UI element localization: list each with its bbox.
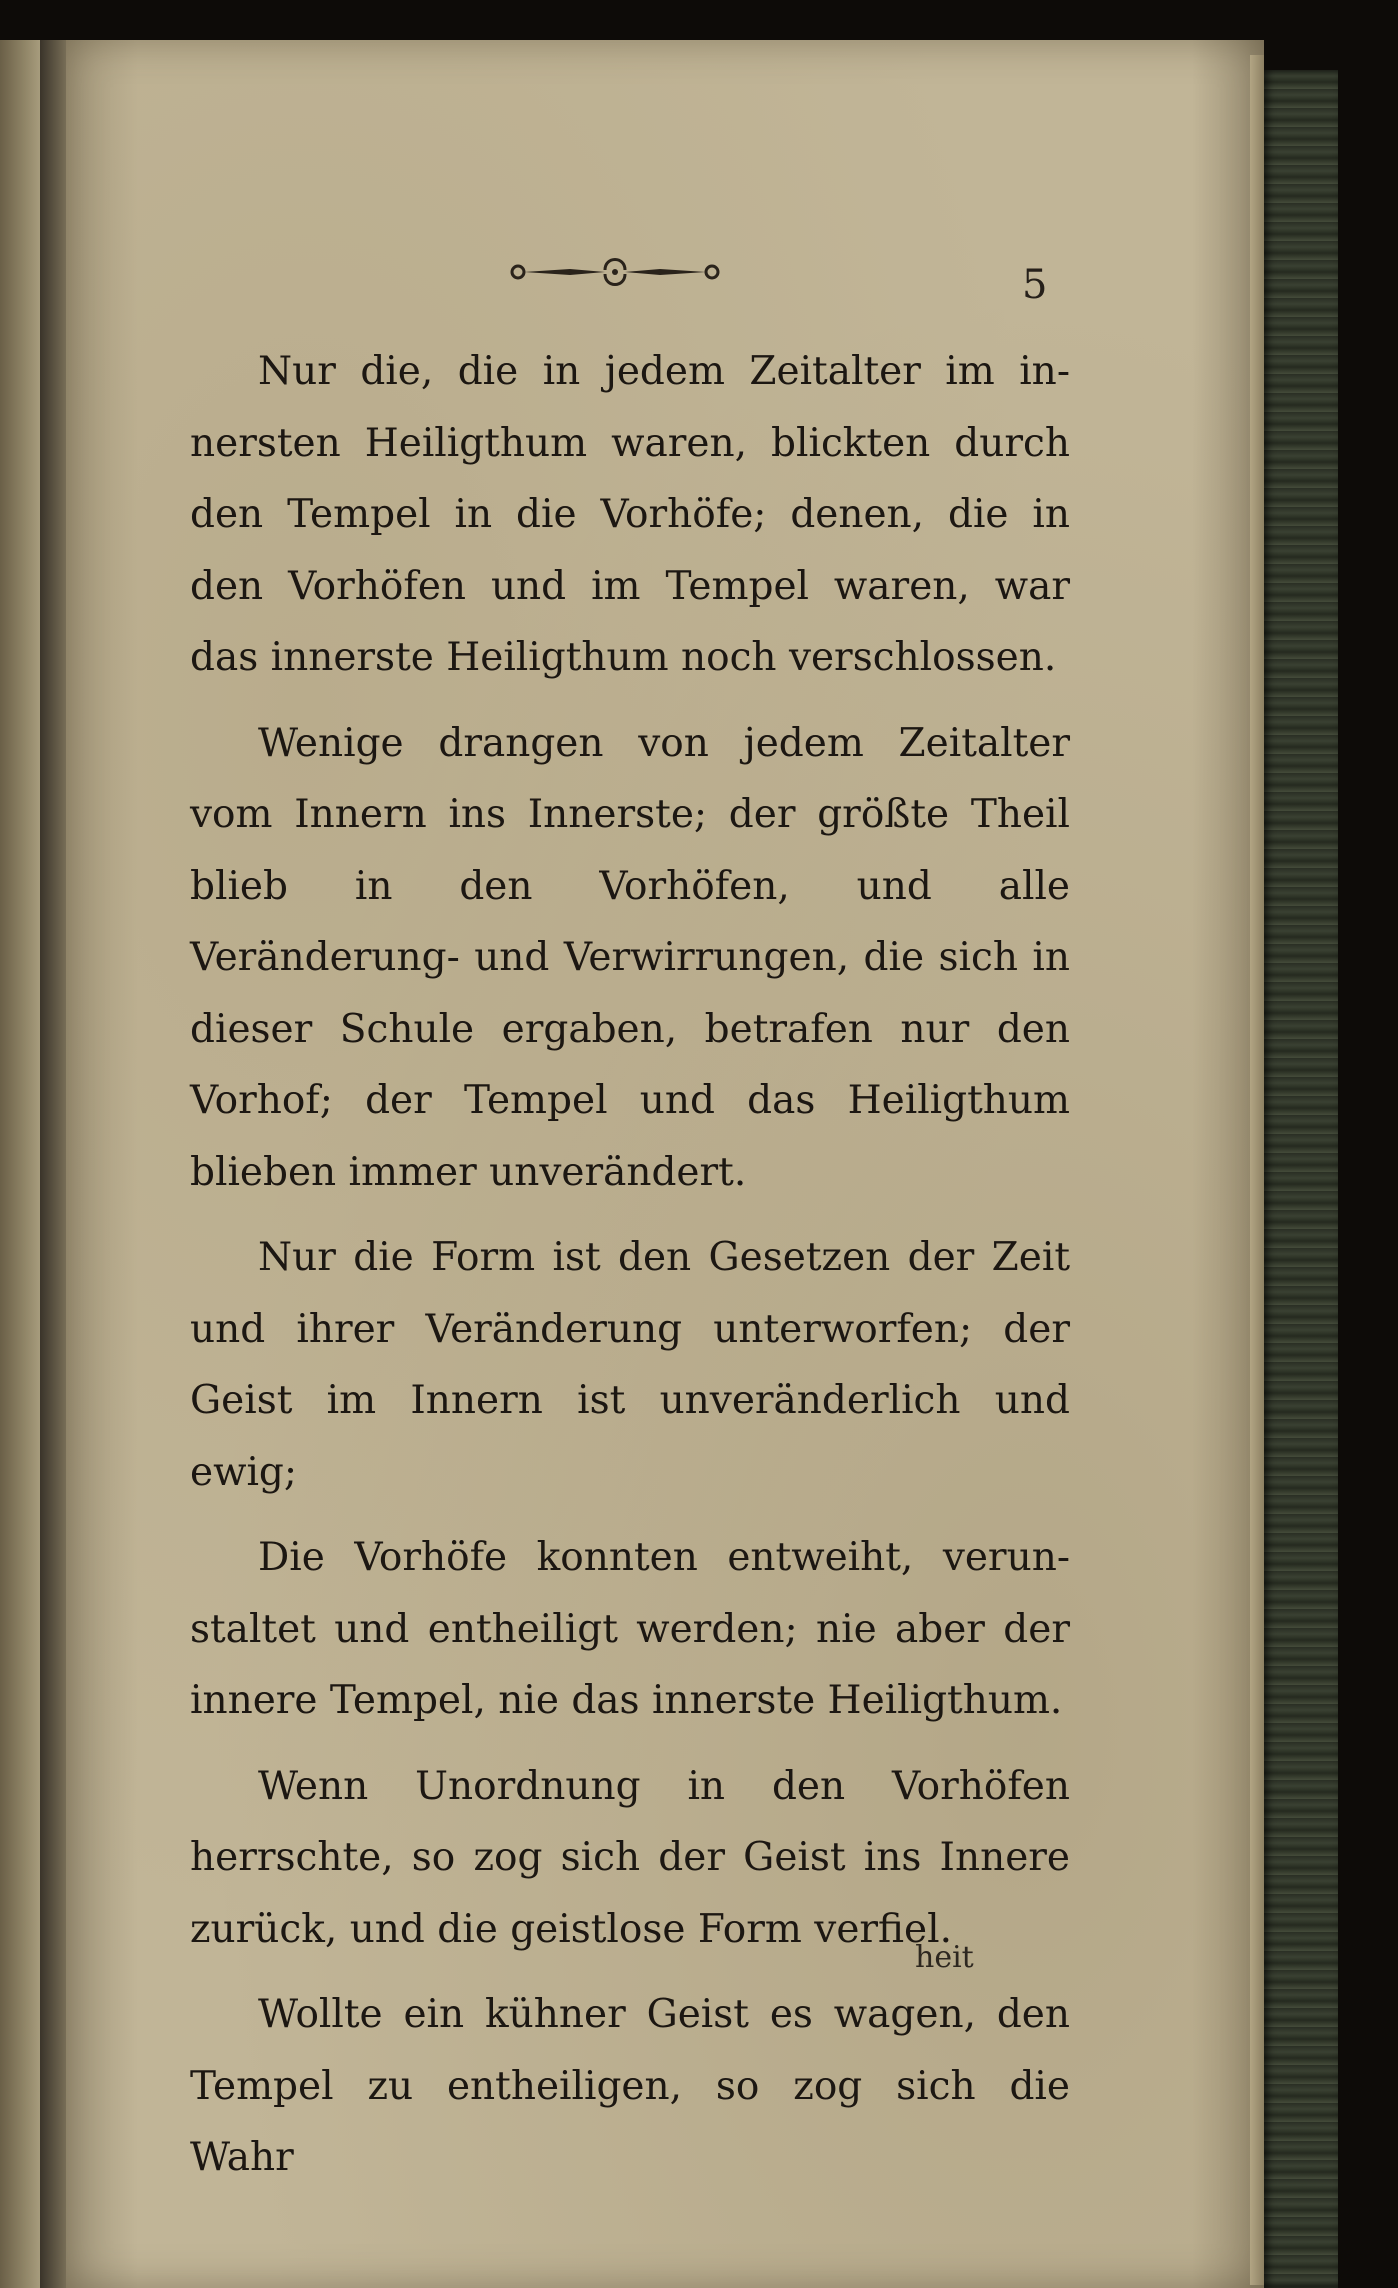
paragraph-5: Wenn Unordnung in den Vorhöfen herrschte, so zog sich der Geist ins Innere zurück, und die geistlose Form verfiel. [190, 1763, 1070, 1952]
paragraph-6: Wollte ein kühner Geist es wagen, den Tempel zu entheiligen, so zog sich die Wahr [190, 1992, 1070, 2180]
book-cover-edge [1264, 70, 1338, 2288]
paragraph-4: Die Vorhöfe konnten entweiht, verunstaltet und entheiligt werden; nie aber der innere Tempel, nie das innerste Heiligthum. [190, 1535, 1070, 1723]
paragraph-2: Wenige drangen von jedem Zeitalter vom Innern ins Innerste; der größte Theil blieb in den Vorhöfen, und alle Veränderung- und Verwirrungen, die sich in dieser Schule ergaben, betrafen nur den Vorhof; der Tempel und das Heiligthum blieben immer unverändert. [190, 720, 1070, 1195]
catchword: heit [915, 1940, 974, 1975]
paragraph-3: Nur die Form ist den Gesetzen der Zeit und ihrer Veränderung unterworfen; der Geist im Innern ist unveränderlich und ewig; [190, 1235, 1070, 1495]
page-text [190, 336, 1070, 2208]
book-gutter [40, 40, 66, 2288]
paragraph-1: Nur die, die in jedem Zeitalter im innersten Heiligthum waren, blickten durch den Tempel in die Vorhöfe; denen, die in den Vorhöfen und im Tempel waren, war das innerste Heiligthum noch verschlossen. [190, 349, 1070, 680]
left-page-edge [0, 40, 40, 2288]
ornament-divider-icon [510, 248, 720, 292]
page-edge-stack [1250, 55, 1264, 2285]
page-number: 5 [1022, 262, 1048, 308]
